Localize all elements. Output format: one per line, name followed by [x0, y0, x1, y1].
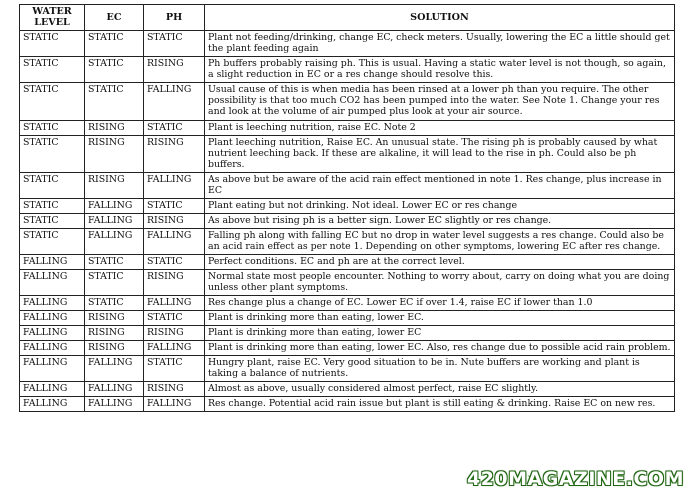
- cell-ph: STATIC: [144, 255, 205, 270]
- cell-ec: STATIC: [85, 296, 144, 311]
- cell-solution: Usual cause of this is when media has been rinsed at a lower ph than you require. The other possibility is that too much CO2 has been pumped into the water. See Note 1. Change your res and look at the volume of air pumped plus look at your air source.: [205, 83, 675, 121]
- table-row: [20, 382, 675, 397]
- cell-ph: RISING: [144, 57, 205, 83]
- table-row: [20, 199, 675, 214]
- cell-solution: Ph buffers probably raising ph. This is usual. Having a static water level is not though, so again, a slight reduction in EC or a res change should resolve this.: [205, 57, 675, 83]
- cell-solution: As above but be aware of the acid rain effect mentioned in note 1. Res change, plus increase in EC: [205, 173, 675, 199]
- cell-ec: STATIC: [85, 270, 144, 296]
- cell-ec: FALLING: [85, 382, 144, 397]
- cell-water: FALLING: [20, 326, 85, 341]
- cell-ph: RISING: [144, 326, 205, 341]
- cell-ec: FALLING: [85, 397, 144, 412]
- cell-solution: Normal state most people encounter. Nothing to worry about, carry on doing what you are doing unless other plant symptoms.: [205, 270, 675, 296]
- cell-water: STATIC: [20, 136, 85, 173]
- cell-ec: RISING: [85, 341, 144, 356]
- cell-ec: STATIC: [85, 57, 144, 83]
- table-row: [20, 121, 675, 136]
- cell-ph: STATIC: [144, 311, 205, 326]
- table-row: [20, 136, 675, 173]
- table-row: [20, 31, 675, 57]
- cell-water: STATIC: [20, 83, 85, 121]
- cell-ph: STATIC: [144, 356, 205, 382]
- cell-ph: FALLING: [144, 341, 205, 356]
- cell-water: FALLING: [20, 296, 85, 311]
- cell-ec: FALLING: [85, 214, 144, 229]
- cell-water: FALLING: [20, 270, 85, 296]
- header-row: [20, 5, 675, 31]
- table-row: [20, 214, 675, 229]
- cell-ec: STATIC: [85, 31, 144, 57]
- cell-ph: STATIC: [144, 121, 205, 136]
- cell-water: STATIC: [20, 199, 85, 214]
- cell-solution: Falling ph along with falling EC but no drop in water level suggests a res change. Could also be an acid rain effect as per note 1. Depending on other symptoms, lowering EC after res change.: [205, 229, 675, 255]
- cell-water: STATIC: [20, 229, 85, 255]
- cell-solution: Plant is drinking more than eating, lower EC. Also, res change due to possible acid rain problem.: [205, 341, 675, 356]
- cell-solution: Res change. Potential acid rain issue but plant is still eating & drinking. Raise EC on new res.: [205, 397, 675, 412]
- solutions-table: [19, 4, 675, 412]
- cell-solution: Res change plus a change of EC. Lower EC if over 1.4, raise EC if lower than 1.0: [205, 296, 675, 311]
- cell-solution: Perfect conditions. EC and ph are at the correct level.: [205, 255, 675, 270]
- table-row: [20, 397, 675, 412]
- table-row: [20, 296, 675, 311]
- cell-ph: FALLING: [144, 296, 205, 311]
- header-ph: PH: [144, 5, 205, 31]
- cell-ec: FALLING: [85, 356, 144, 382]
- cell-ec: FALLING: [85, 199, 144, 214]
- cell-water: STATIC: [20, 121, 85, 136]
- table-row: [20, 341, 675, 356]
- table-row: [20, 270, 675, 296]
- cell-ph: FALLING: [144, 83, 205, 121]
- table-row: [20, 229, 675, 255]
- cell-ph: FALLING: [144, 173, 205, 199]
- cell-ec: RISING: [85, 311, 144, 326]
- table-row: [20, 173, 675, 199]
- cell-water: FALLING: [20, 311, 85, 326]
- cell-solution: Plant eating but not drinking. Not ideal. Lower EC or res change: [205, 199, 675, 214]
- cell-water: FALLING: [20, 356, 85, 382]
- cell-water: FALLING: [20, 397, 85, 412]
- cell-solution: Plant is drinking more than eating, lower EC: [205, 326, 675, 341]
- cell-ph: RISING: [144, 270, 205, 296]
- header-ec: EC: [85, 5, 144, 31]
- table-row: [20, 57, 675, 83]
- cell-ec: RISING: [85, 136, 144, 173]
- cell-water: FALLING: [20, 255, 85, 270]
- cell-ec: RISING: [85, 173, 144, 199]
- cell-ph: FALLING: [144, 397, 205, 412]
- cell-ec: FALLING: [85, 229, 144, 255]
- cell-ec: RISING: [85, 326, 144, 341]
- cell-solution: Almost as above, usually considered almost perfect, raise EC slightly.: [205, 382, 675, 397]
- table-row: [20, 311, 675, 326]
- cell-solution: Plant leeching nutrition, Raise EC. An unusual state. The rising ph is probably caused by what nutrient leeching back. If these are alkaline, it will lead to the rise in ph. Could also be ph buffers.: [205, 136, 675, 173]
- cell-solution: Plant not feeding/drinking, change EC, check meters. Usually, lowering the EC a little should get the plant feeding again: [205, 31, 675, 57]
- cell-water: STATIC: [20, 173, 85, 199]
- cell-ec: STATIC: [85, 83, 144, 121]
- table-row: [20, 255, 675, 270]
- cell-solution: Plant is drinking more than eating, lower EC.: [205, 311, 675, 326]
- cell-ec: RISING: [85, 121, 144, 136]
- cell-ph: RISING: [144, 382, 205, 397]
- cell-solution: Plant is leeching nutrition, raise EC. Note 2: [205, 121, 675, 136]
- cell-water: FALLING: [20, 341, 85, 356]
- header-solution: SOLUTION: [205, 5, 675, 31]
- cell-solution: As above but rising ph is a better sign. Lower EC slightly or res change.: [205, 214, 675, 229]
- table-row: [20, 356, 675, 382]
- cell-solution: Hungry plant, raise EC. Very good situation to be in. Nute buffers are working and plant is taking a balance of nutrients.: [205, 356, 675, 382]
- cell-water: STATIC: [20, 57, 85, 83]
- cell-water: STATIC: [20, 31, 85, 57]
- cell-ph: FALLING: [144, 229, 205, 255]
- cell-ph: RISING: [144, 136, 205, 173]
- watermark: 420MAGAZINE.COM: [466, 468, 684, 490]
- header-water-level: WATER LEVEL: [20, 5, 85, 31]
- table-row: [20, 326, 675, 341]
- cell-ph: STATIC: [144, 199, 205, 214]
- cell-ph: RISING: [144, 214, 205, 229]
- cell-ph: STATIC: [144, 31, 205, 57]
- cell-water: STATIC: [20, 214, 85, 229]
- table-row: [20, 83, 675, 121]
- cell-water: FALLING: [20, 382, 85, 397]
- cell-ec: STATIC: [85, 255, 144, 270]
